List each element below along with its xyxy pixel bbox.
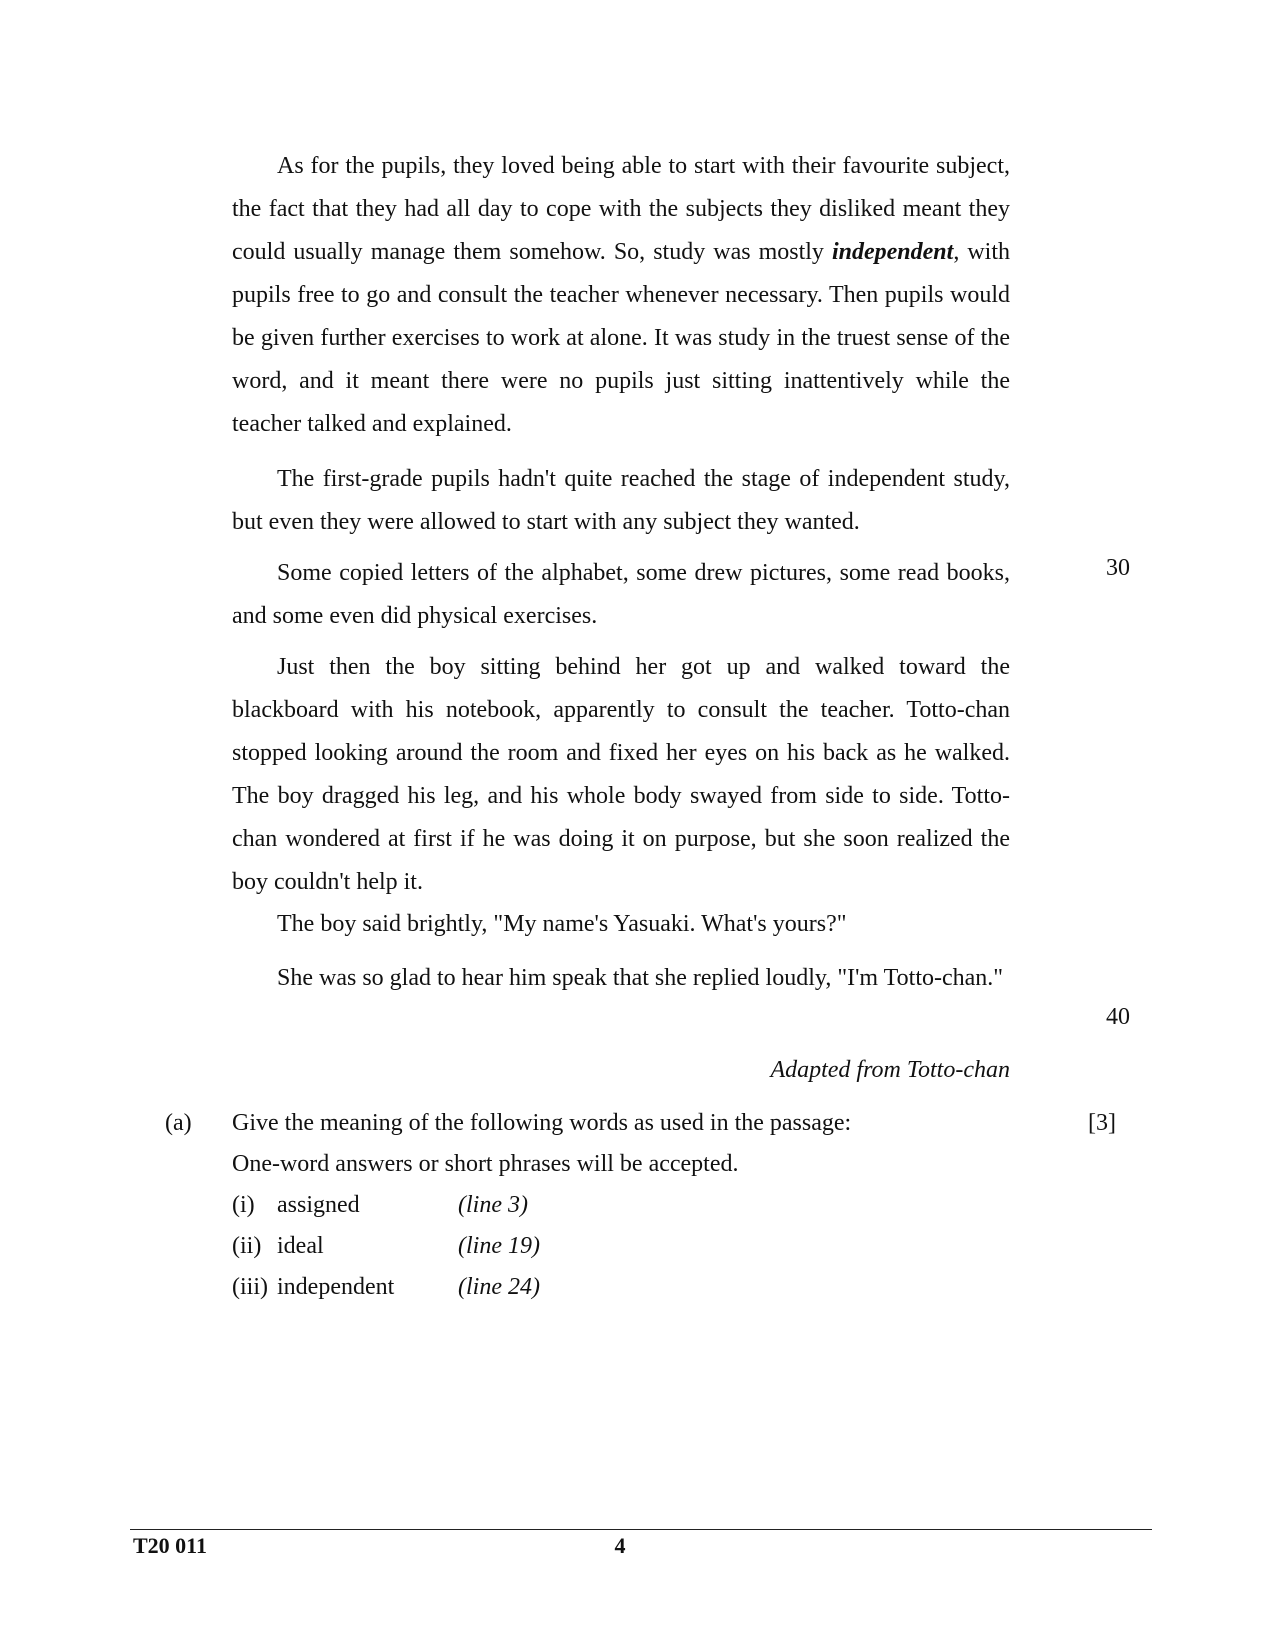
question-item bbox=[232, 1266, 632, 1309]
item-line-reference: (line 24) bbox=[458, 1274, 540, 1300]
item-word: independent bbox=[277, 1274, 395, 1300]
question-item bbox=[232, 1184, 632, 1227]
line-number-40: 40 bbox=[1106, 1004, 1130, 1030]
page-number: 4 bbox=[614, 1533, 626, 1558]
paper-code: T20 011 bbox=[133, 1533, 207, 1558]
item-number: (ii) bbox=[232, 1233, 262, 1259]
passage-source: Adapted from Totto-chan bbox=[770, 1057, 1010, 1083]
question-marks: [3] bbox=[1088, 1110, 1116, 1136]
item-word: ideal bbox=[277, 1233, 324, 1259]
item-word: assigned bbox=[277, 1192, 360, 1218]
item-line-reference: (line 19) bbox=[458, 1233, 540, 1259]
passage-paragraph-5: The boy said brightly, "My name's Yasuaki. What's yours?" bbox=[277, 911, 847, 937]
item-number: (iii) bbox=[232, 1274, 268, 1300]
item-number: (i) bbox=[232, 1192, 255, 1218]
paragraph-1-end: , with pupils free to go and consult the teacher whenever necessary. Then pupils would be given further exercises to work at alone. It was study in the truest sense of the word, and it meant there were no pupils just sitting inattentively while the teacher talked and explained. bbox=[232, 239, 1011, 437]
paragraph-1-start: As for the pupils, they loved being able to start with their favourite subject, the fact that they had all day to cope with the subjects they disliked meant they could usually manage them somehow. So, study was mostly bbox=[232, 153, 1010, 265]
passage-paragraph-3: Some copied letters of the alphabet, some drew pictures, some read books, and some even did physical exercises. bbox=[232, 560, 1010, 629]
passage-paragraph-4: Just then the boy sitting behind her got up and walked toward the blackboard with his notebook, apparently to consult the teacher. Totto-chan stopped looking around the room and fixed her eyes on his back as he walked. The boy dragged his leg, and his whole body swayed from side to side. Totto-chan wondered at first if he was doing it on purpose, but she soon realized the boy couldn't help it. bbox=[232, 654, 1010, 895]
question-instruction: One-word answers or short phrases will be accepted. bbox=[232, 1151, 739, 1177]
footer-divider bbox=[130, 1529, 1152, 1530]
item-line-reference: (line 3) bbox=[458, 1192, 528, 1218]
passage-paragraph-2: The first-grade pupils hadn't quite reached the stage of independent study, but even they were allowed to start with any subject they wanted. bbox=[232, 466, 1010, 535]
line-number-30: 30 bbox=[1106, 555, 1130, 581]
question-item bbox=[232, 1225, 632, 1268]
question-label: (a) bbox=[165, 1110, 192, 1136]
question-prompt: Give the meaning of the following words as used in the passage: bbox=[232, 1110, 852, 1136]
passage-paragraph-1 bbox=[232, 145, 1010, 446]
emphasized-word: independent bbox=[831, 239, 954, 265]
passage-paragraph-6: She was so glad to hear him speak that she replied loudly, "I'm Totto-chan." bbox=[277, 965, 1004, 991]
